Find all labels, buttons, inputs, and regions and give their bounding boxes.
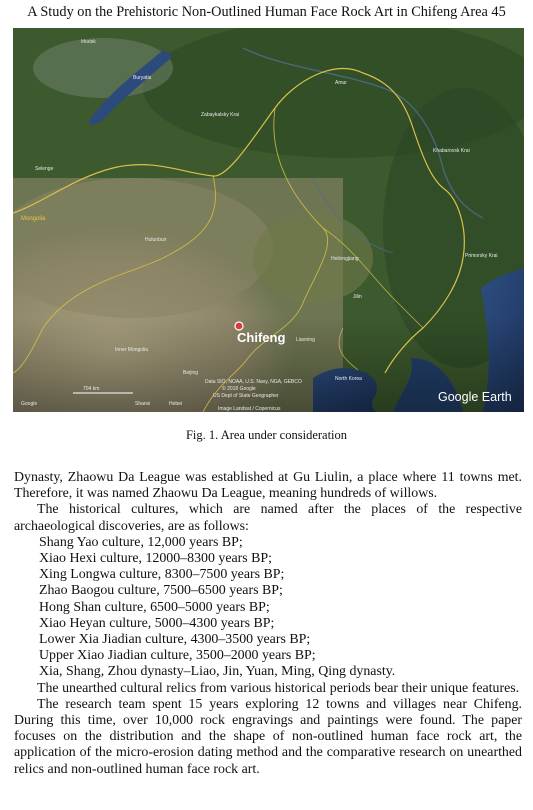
label-shanxi: Shanxi [135,401,151,407]
attribution-4: Image Landsat / Copernicus [218,406,281,412]
scale-label: 704 km [83,386,100,392]
paragraph-3: The unearthed cultural relics from various historical periods bear their unique features. [37,680,520,696]
list-item: Upper Xiao Jiadian culture, 3500–2000 years BP; [39,648,316,664]
label-heilongjiang: Heilongjiang [331,256,359,262]
label-chifeng: Chifeng [237,330,286,345]
label-hebei: Hebei [169,401,183,407]
list-item: Hong Shan culture, 6500–5000 years BP; [39,599,270,615]
chifeng-pin-icon [235,322,243,330]
body-text [14,470,522,778]
label-beijing: Beijing [183,370,199,376]
list-item: Zhao Baogou culture, 7500–6500 years BP; [39,583,283,599]
label-selenge: Selenge [35,166,54,172]
label-google: Google [21,401,38,407]
list-item: Xing Longwa culture, 8300–7500 years BP; [39,567,285,583]
list-item: Lower Xia Jiadian culture, 4300–3500 years BP; [39,632,311,648]
figure-caption: Fig. 1. Area under consideration [185,428,348,442]
paragraph-4: The research team spent 15 years exploring 12 towns and villages near Chifeng. During this time, over 10,000 rock engravings and paintings were found. The paper focuses on the distribution and the shape of non-outlined human face rock art, the application of the micro-erosion dating method and the comparative research on unearthed relics and non-outlined human face rock art. [14,696,522,777]
satellite-map [13,28,524,412]
list-item: Xiao Heyan culture, 5000–4300 years BP; [39,615,275,631]
label-hulunbuir: Hulunbuir [145,237,167,243]
label-liaoning: Liaoning [296,337,315,343]
running-header: A Study on the Prehistoric Non-Outlined Human Face Rock Art in Chifeng Area 45 [27,4,506,20]
label-zabaykalsky: Zabaykalsky Krai [201,112,240,118]
attribution-2: © 2018 Google [222,386,256,392]
label-irkutsk: Irkutsk [81,39,96,45]
attribution-3: US Dept of State Geographer [213,393,279,399]
label-buryatia: Buryatia [133,75,152,81]
label-primorsky: Primorsky Krai [465,253,498,259]
list-item: Shang Yao culture, 12,000 years BP; [39,534,243,550]
paragraph-1: Dynasty, Zhaowu Da League was established at Gu Liulin, a place where 11 towns met. Therefore, it was named Zhaowu Da League, meaning hundreds of willows. [14,470,522,502]
label-mongolia: Mongolia [21,216,46,222]
label-north-korea: North Korea [335,376,362,382]
list-item: Xiao Hexi culture, 12000–8300 years BP; [39,551,273,567]
attribution-1: Data SIO, NOAA, U.S. Navy, NGA, GEBCO [205,379,302,385]
label-amur: Amur [335,80,347,86]
paragraph-2: The historical cultures, which are named after the places of the respective archaeological discoveries, are as follows: [14,502,522,534]
label-inner-mongolia: Inner Mongolia [115,347,149,353]
label-khabarovsk: Khabarovsk Krai [433,148,470,154]
label-jilin: Jilin [353,294,362,300]
list-item: Xia, Shang, Zhou dynasty–Liao, Jin, Yuan, Ming, Qing dynasty. [39,664,396,680]
culture-list [14,535,522,681]
google-earth-logo: Google Earth [438,390,512,404]
